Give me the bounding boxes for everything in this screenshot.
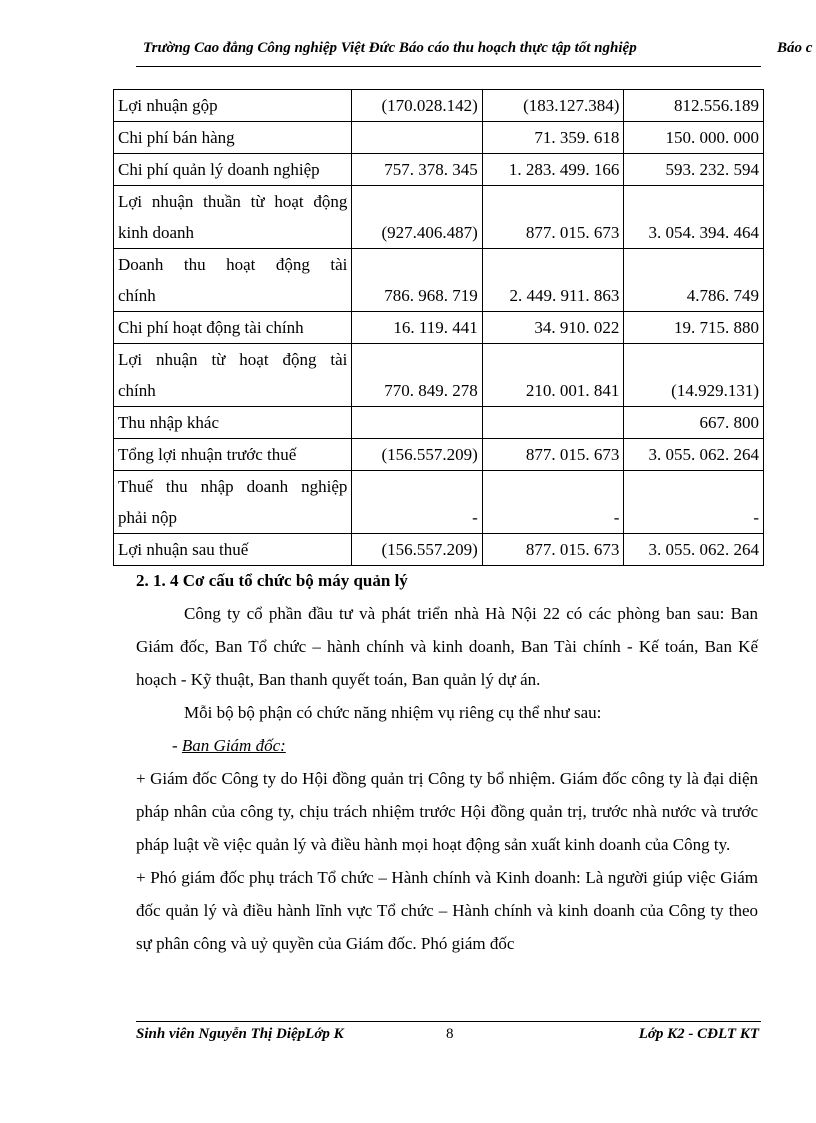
table-row [114,122,764,154]
table-row [114,186,764,249]
cell-c4: (14.929.131) [624,344,764,407]
paragraph-functions-intro: Mỗi bộ bộ phận có chức năng nhiệm vụ riêng cụ thể như sau: [184,703,602,722]
row-label [114,439,352,471]
cell-c3: 877. 015. 673 [482,186,624,249]
row-label-line: Doanh thu hoạt động tài [118,255,348,274]
row-label-line: Thuế thu nhập doanh nghiệp [118,477,348,496]
cell-c3: 34. 910. 022 [482,312,624,344]
cell-c2: (156.557.209) [352,534,482,566]
body-text [136,597,758,960]
cell-c2: - [352,471,482,534]
table-row [114,312,764,344]
page-number: 8 [446,1026,454,1042]
row-label-line: Lợi nhuận từ hoạt động tài [118,350,348,369]
cell-c3: 210. 001. 841 [482,344,624,407]
cell-c3: - [482,471,624,534]
table-row [114,344,764,407]
footer-rule [136,1021,761,1022]
cell-c4: 150. 000. 000 [624,122,764,154]
row-label-line: chính [118,381,156,400]
row-label [114,154,352,186]
row-label-line: kinh doanh [118,223,195,242]
footer-class: Lớp K2 - CĐLT KT [638,1026,759,1042]
cell-c3: 877. 015. 673 [482,534,624,566]
cell-c2 [352,407,482,439]
cell-c3: 71. 359. 618 [482,122,624,154]
cell-c4: 3. 054. 394. 464 [624,186,764,249]
row-label [114,312,352,344]
cell-c2: (170.028.142) [352,90,482,122]
cell-c3 [482,407,624,439]
table-row [114,439,764,471]
page-header [0,38,816,60]
row-label [114,407,352,439]
row-label-line: Thu nhập khác [118,413,220,432]
cell-c3: 877. 015. 673 [482,439,624,471]
header-right-fragment: Báo c [777,40,813,56]
table-row [114,154,764,186]
footer-student: Sinh viên Nguyễn Thị DiệpLớp K [136,1026,344,1042]
row-label-line: Lợi nhuận thuần từ hoạt động [118,192,348,211]
table-row [114,90,764,122]
cell-c2: (927.406.487) [352,186,482,249]
table-row [114,471,764,534]
cell-c3: 2. 449. 911. 863 [482,249,624,312]
row-label-line: Chi phí bán hàng [118,128,235,147]
cell-c4: 667. 800 [624,407,764,439]
row-label [114,249,352,312]
row-label-line: Tổng lợi nhuận trước thuế [118,445,297,464]
cell-c4: - [624,471,764,534]
cell-c4: 3. 055. 062. 264 [624,439,764,471]
cell-c4: 593. 232. 594 [624,154,764,186]
cell-c2: 786. 968. 719 [352,249,482,312]
row-label [114,344,352,407]
cell-c2: 770. 849. 278 [352,344,482,407]
table-row [114,534,764,566]
paragraph-director: + Giám đốc Công ty do Hội đồng quản trị Công ty bổ nhiệm. Giám đốc công ty là đại diện pháp nhân của công ty, chịu trách nhiệm trước Hội đồng quản trị, trước nhà nước và trước pháp luật về việc quản lý và điều hành mọi hoạt động sản xuất kinh doanh của Công ty. [136,769,758,854]
cell-c4: 3. 055. 062. 264 [624,534,764,566]
header-rule [136,66,761,67]
paragraph-deputy-director: + Phó giám đốc phụ trách Tổ chức – Hành chính và Kinh doanh: Là người giúp việc Giám đốc quản lý và điều hành lĩnh vực Tổ chức – Hành chính và kinh doanh của Công ty theo sự phân công và uỷ quyền của Giám đốc. Phó giám đốc [136,868,758,953]
cell-c2: 16. 119. 441 [352,312,482,344]
row-label-line: chính [118,286,156,305]
cell-c2: (156.557.209) [352,439,482,471]
dash-marker: - [172,736,182,755]
row-label [114,90,352,122]
page-footer [136,1026,761,1048]
row-label-line: Lợi nhuận sau thuế [118,540,249,559]
paragraph-departments: Công ty cổ phần đầu tư và phát triển nhà Hà Nội 22 có các phòng ban sau: Ban Giám đốc, Ban Tổ chức – hành chính và kinh doanh, Ban Tài chính - Kế toán, Ban Kế hoạch - Kỹ thuật, Ban thanh quyết toán, Ban quản lý dự án. [136,604,758,689]
cell-c2 [352,122,482,154]
row-label-line: Lợi nhuận gộp [118,96,218,115]
table-row [114,249,764,312]
cell-c4: 812.556.189 [624,90,764,122]
row-label [114,471,352,534]
row-label [114,534,352,566]
cell-c3: 1. 283. 499. 166 [482,154,624,186]
cell-c3: (183.127.384) [482,90,624,122]
table-row [114,407,764,439]
cell-c2: 757. 378. 345 [352,154,482,186]
header-title: Trường Cao đẳng Công nghiệp Việt Đức Báo cáo thu hoạch thực tập tốt nghiệp [143,40,637,56]
row-label [114,186,352,249]
income-statement-table [113,89,764,566]
row-label-line: Chi phí quản lý doanh nghiệp [118,160,320,179]
subheading-board-of-directors [136,729,758,762]
row-label [114,122,352,154]
board-of-directors-label: Ban Giám đốc: [181,736,286,755]
section-heading: 2. 1. 4 Cơ cấu tổ chức bộ máy quản lý [136,571,408,590]
row-label-line: Chi phí hoạt động tài chính [118,318,304,337]
cell-c4: 4.786. 749 [624,249,764,312]
row-label-line: phải nộp [118,508,178,527]
cell-c4: 19. 715. 880 [624,312,764,344]
